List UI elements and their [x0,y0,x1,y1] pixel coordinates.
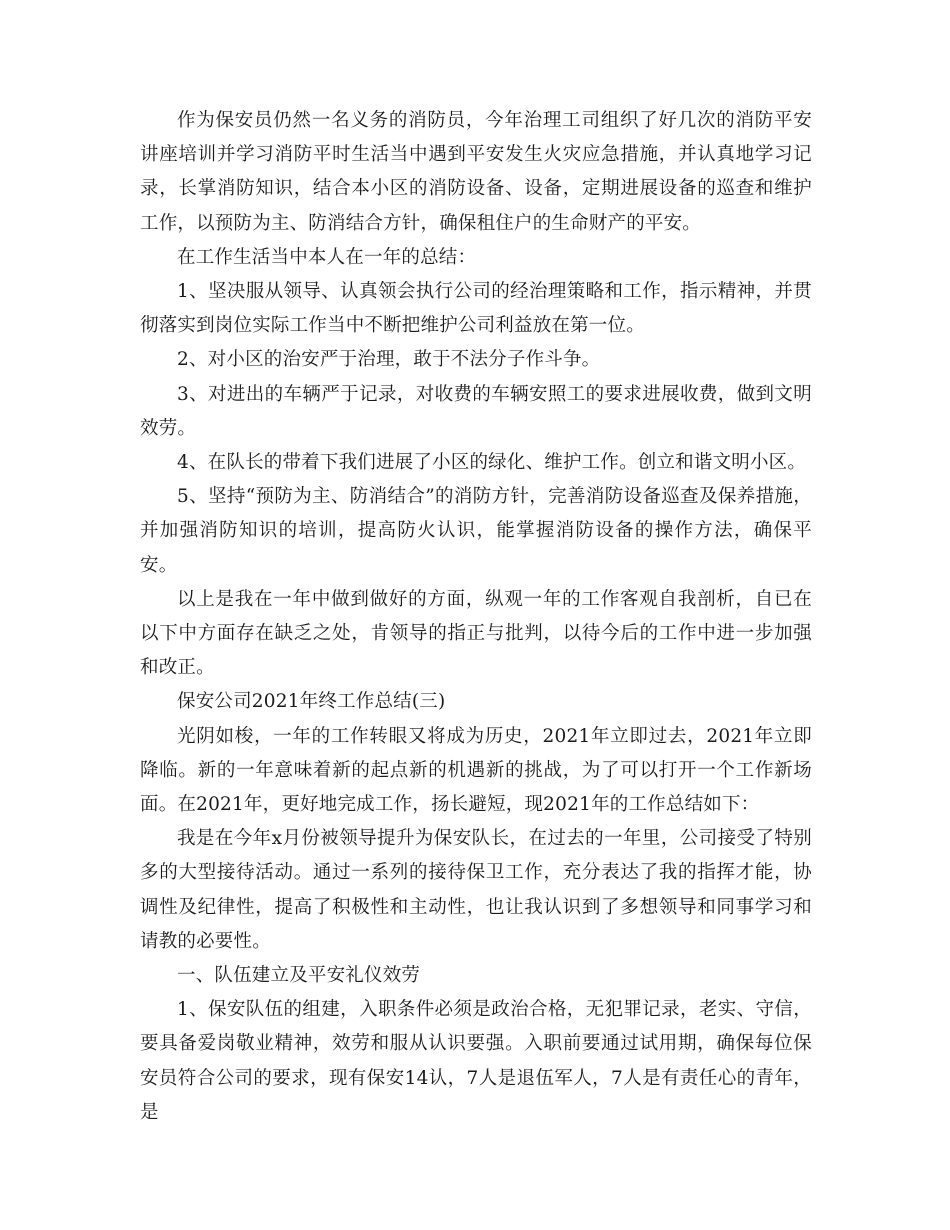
paragraph-promotion: 我是在今年x月份被领导提升为保安队长，在过去的一年里，公司接受了特别多的大型接待活动。通过一系列的接待保卫工作，充分表达了我的指挥才能，协调性及纪律性，提高了积极性和主动性，也让我认识到了多想领导和同事学习和请教的必要性。 [140,828,812,952]
subsection-heading: 一、队伍建立及平安礼仪效劳 [177,965,421,987]
paragraph-self-review: 以上是我在一年中做到做好的方面，纵观一年的工作客观自我剖析，自已在以下中方面存在缺乏之处，肯领导的指正与批判，以待今后的工作中进一步加强和改正。 [140,588,812,679]
paragraph-item-4: 4、在队长的带着下我们进展了小区的绿化、维护工作。创立和谐文明小区。 [177,452,807,474]
paragraph-item-1: 1、坚决服从领导、认真领会执行公司的经治理策略和工作，指示精神，并贯彻落实到岗位实际工作当中不断把维护公司利益放在第一位。 [140,281,812,337]
paragraph-summary-intro: 在工作生活当中本人在一年的总结： [177,246,477,268]
paragraph-item-2: 2、对小区的治安严于治理，敢于不法分子作斗争。 [177,349,601,371]
paragraph-item-3: 3、对进出的车辆严于记录，对收费的车辆安照工的要求进展收费，做到文明效劳。 [140,383,812,439]
paragraph-year-intro: 光阴如梭，一年的工作转眼又将成为历史，2021年立即过去，2021年立即降临。新的一年意味着新的起点新的机遇新的挑战，为了可以打开一个工作新场面。在2021年，更好地完成工作，扬长避短，现2021年的工作总结如下： [140,725,812,816]
paragraph-item-5: 5、坚持“预防为主、防消结合”的消防方针，完善消防设备巡查及保养措施，并加强消防知识的培训，提高防火认识，能掌握消防设备的操作方法，确保平安。 [140,486,812,576]
document-body [140,104,812,1130]
section-heading: 保安公司2021年终工作总结(三) [177,691,446,713]
paragraph-team-building: 1、保安队伍的组建，入职条件必须是政治合格，无犯罪记录，老实、守信，要具备爱岗敬业精神，效劳和服从认识要强。入职前要通过试用期，确保每位保安员符合公司的要求，现有保安14认，7人是退伍军人，7人是有责任心的青年，是 [140,999,812,1123]
paragraph-fire-safety: 作为保安员仍然一名义务的消防员，今年治理工司组织了好几次的消防平安讲座培训并学习消防平时生活当中遇到平安发生火灾应急措施，并认真地学习记录，长掌消防知识，结合本小区的消防设备、设备，定期进展设备的巡查和维护工作，以预防为主、防消结合方针，确保租住户的生命财产的平安。 [140,110,812,234]
